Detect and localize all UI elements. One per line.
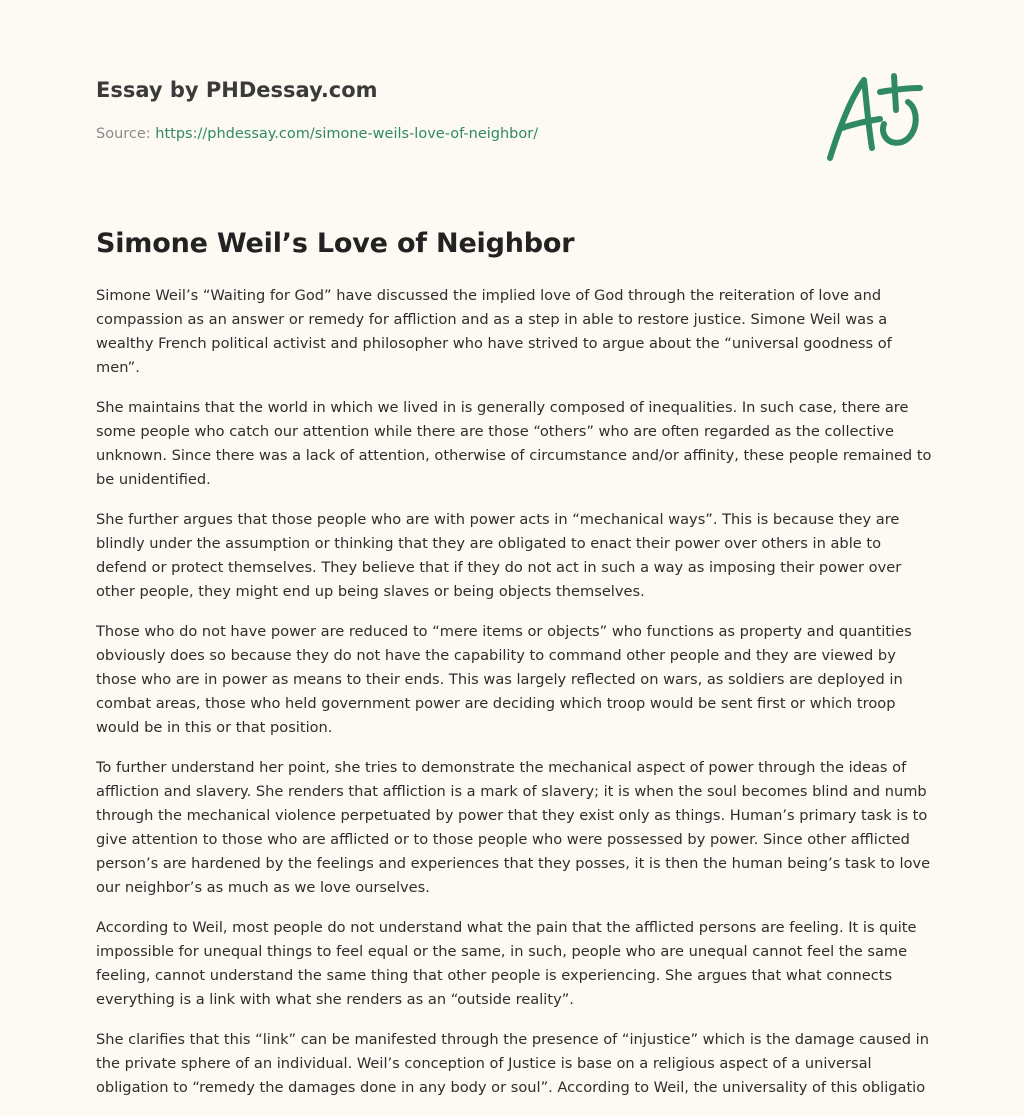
paragraph: She further argues that those people who are with power acts in “mechanical ways”. This is because they are blindly under the assumption or thinking that they are obligated to enact their power over others in able to defend or protect themselves. They believe that if they do not act in such a way as imposing their power over other people, they might end up being slaves or being objects themselves. bbox=[96, 511, 902, 600]
paragraph: She maintains that the world in which we lived in is generally composed of inequalities. In such case, there are some people who catch our attention while there are those “others” who are often regarded as the collective unknown. Since there was a lack of attention, otherwise of circumstance and/or affinity, these people remained to be unidentified. bbox=[96, 399, 932, 488]
brand-title: Essay by PHDessay.com bbox=[96, 78, 378, 102]
paragraph-line: She clarifies that this “link” can be manifested through the presence of “injustice” which is the damage caused in bbox=[96, 1031, 929, 1048]
paragraph: Simone Weil’s “Waiting for God” have discussed the implied love of God through the reiteration of love and compassion as an answer or remedy for affliction and as a step in able to restore justice. Simone Weil was a wealthy French political activist and philosopher who have strived to argue about the “universal goodness of men”. bbox=[96, 287, 892, 376]
paragraph-last bbox=[96, 1028, 932, 1100]
source-line bbox=[96, 124, 928, 144]
essay-title: Simone Weil’s Love of Neighbor bbox=[96, 228, 575, 259]
essay-body bbox=[96, 284, 932, 1116]
paragraph-line: the private sphere of an individual. Weil’s conception of Justice is base on a religious aspect of a universal bbox=[96, 1055, 872, 1072]
paragraph: Those who do not have power are reduced to “mere items or objects” who functions as property and quantities obviously does so because they do not have the capability to command other people and they are viewed by those who are in power as means to their ends. This was largely reflected on wars, as soldiers are deployed in combat areas, those who held government power are deciding which troop would be sent first or which troop would be in this or that position. bbox=[96, 623, 912, 736]
source-label: Source: bbox=[96, 126, 151, 142]
paragraph: To further understand her point, she tries to demonstrate the mechanical aspect of power through the ideas of affliction and slavery. She renders that affliction is a mark of slavery; it is when the soul becomes blind and numb through the mechanical violence perpetuated by power that they exist only as things. Human’s primary task is to give attention to those who are afflicted or to those people who were possessed by power. Since other afflicted person’s are hardened by the feelings and experiences that they posses, it is then the human being’s task to love our neighbor’s as much as we love ourselves. bbox=[96, 759, 931, 896]
source-link[interactable]: https://phdessay.com/simone-weils-love-of-neighbor/ bbox=[155, 126, 539, 142]
paragraph-line: obligation to “remedy the damages done in any body or soul”. According to Weil, the universality of this obligatio bbox=[96, 1079, 926, 1096]
paragraph: According to Weil, most people do not understand what the pain that the afflicted persons are feeling. It is quite impossible for unequal things to feel equal or the same, in such, people who are unequal cannot feel the same feeling, cannot understand the same thing that other people is experiencing. She argues that what connects everything is a link with what she renders as an “outside reality”. bbox=[96, 919, 917, 1008]
a-plus-logo-icon bbox=[822, 66, 930, 166]
essay-header bbox=[96, 76, 928, 144]
